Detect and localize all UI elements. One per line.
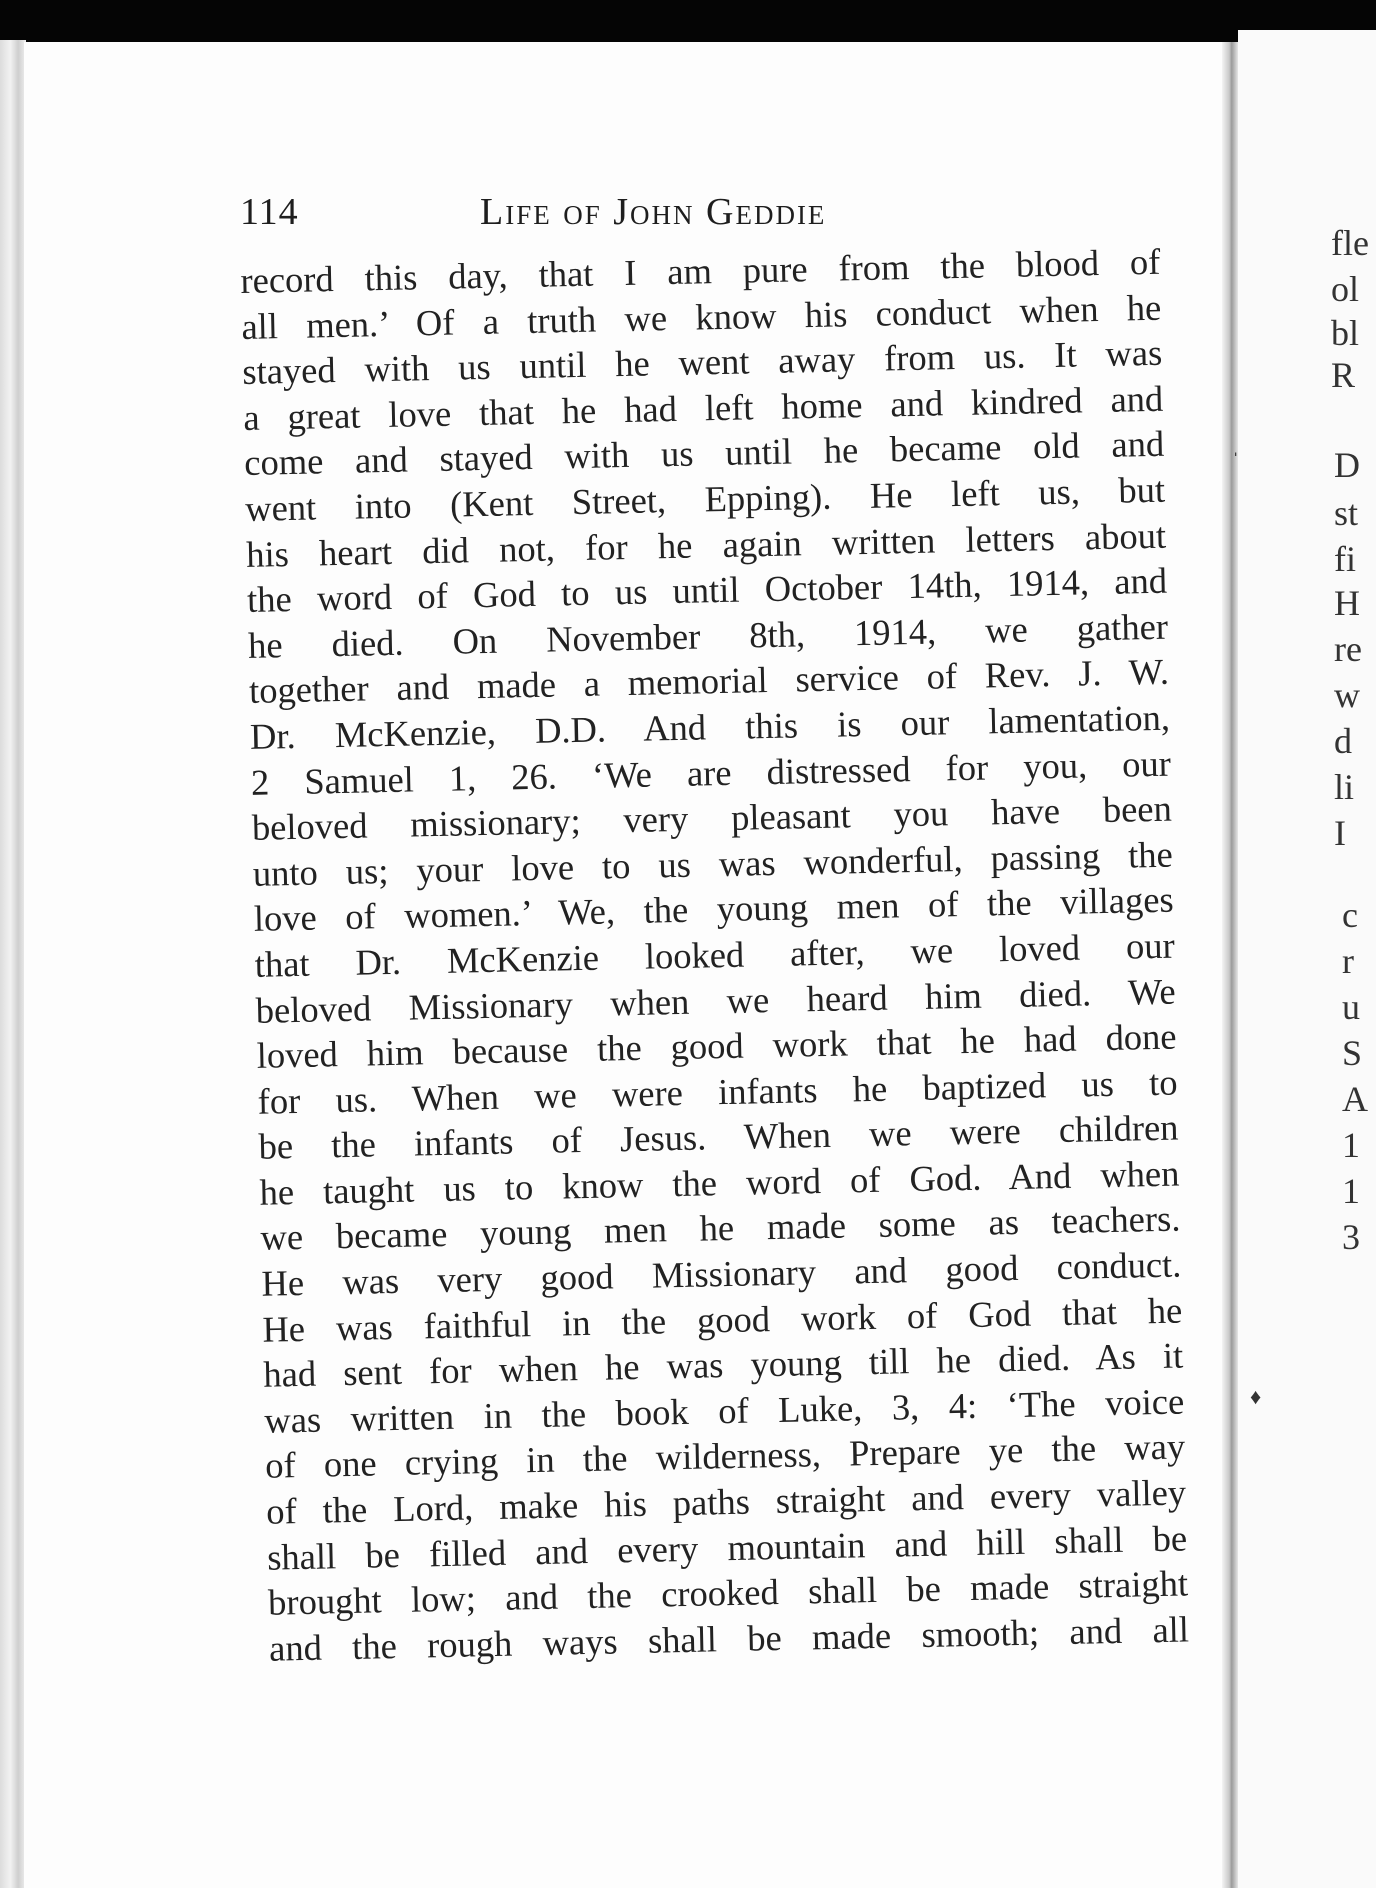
facing-page-fragment: st (1334, 493, 1359, 533)
facing-page-fragment: c (1342, 895, 1358, 935)
facing-page-fragment: R (1331, 355, 1356, 395)
text-line: he died. On November 8th, 1914, we gather (247, 605, 1169, 666)
facing-page (1238, 30, 1376, 1888)
text-line: come and stayed with us until he became old and (243, 423, 1165, 484)
facing-page-fragment: 1 (1342, 1171, 1360, 1211)
text-line: was written in the book of Luke, 3, 4: ‘The voice (263, 1380, 1185, 1441)
facing-page-fragment: A (1342, 1079, 1368, 1119)
page-number: 114 (240, 191, 299, 233)
text-line: we became young men he made some as teachers. (260, 1197, 1181, 1259)
facing-page-fragment: bl (1331, 313, 1360, 353)
page-header (240, 190, 960, 234)
facing-page-fragment: d (1334, 721, 1352, 761)
text-line: he taught us to know the word of God. And when (259, 1152, 1180, 1213)
text-line: the word of God to us until October 14th, 1914, and (246, 559, 1168, 621)
text-line: beloved missionary; very pleasant you have been (251, 787, 1173, 848)
text-line: went into (Kent Street, Epping). He left us, but (244, 468, 1166, 529)
book-gutter (1222, 42, 1238, 1888)
facing-page-fragment: li (1334, 767, 1355, 807)
text-line: that Dr. McKenzie looked after, we loved our (254, 924, 1176, 985)
facing-page-fragment: H (1334, 583, 1360, 623)
text-line: brought low; and the crooked shall be made straight (267, 1562, 1189, 1623)
text-line: 2 Samuel 1, 26. ‘We are distressed for you, our (250, 742, 1172, 803)
text-line: He was faithful in the good work of God that he (262, 1289, 1183, 1350)
text-line: all men.’ Of a truth we know his conduct when he (240, 286, 1162, 347)
facing-page-fragment: 1 (1342, 1125, 1360, 1165)
facing-page-fragment: r (1342, 941, 1354, 981)
text-line: a great love that he had left home and kindred and (242, 377, 1164, 438)
text-line: stayed with us until he went away from us. It was (241, 331, 1163, 393)
text-line: and the rough ways shall be made smooth; and all (268, 1608, 1190, 1669)
text-line: be the infants of Jesus. When we were children (258, 1106, 1179, 1168)
text-line: shall be filled and every mountain and hill shall be (266, 1517, 1188, 1578)
page-stack-edge (0, 40, 26, 1888)
facing-page-fragment: I (1334, 813, 1346, 853)
text-line: beloved Missionary when we heard him died. We (255, 970, 1176, 1031)
facing-page-fragment: re (1334, 629, 1362, 669)
text-line: Dr. McKenzie, D.D. And this is our lamentation, (249, 696, 1171, 757)
facing-page-fragment: D (1334, 445, 1360, 485)
facing-page-fragment: S (1342, 1033, 1363, 1073)
text-line: his heart did not, for he again written letters about (245, 514, 1167, 575)
text-line: of the Lord, make his paths straight and every valley (265, 1471, 1187, 1532)
body-text (240, 239, 1189, 1671)
text-line: of one crying in the wilderness, Prepare ye the way (264, 1425, 1186, 1487)
facing-page-fragment: u (1342, 987, 1360, 1027)
facing-page-fragment: w (1334, 675, 1360, 715)
facing-page-fragment: fi (1334, 539, 1356, 579)
text-line: together and made a memorial service of Rev. J. W. (248, 650, 1170, 712)
text-line: love of women.’ We, the young men of the villages (253, 878, 1175, 940)
text-line: He was very good Missionary and good conduct. (261, 1243, 1182, 1304)
text-line: record this day, that I am pure from the blood of (240, 240, 1161, 301)
text-line: had sent for when he was young till he died. As it (262, 1334, 1184, 1396)
facing-page-fragment: fle (1331, 223, 1369, 263)
running-title: Life of John Geddie (480, 191, 827, 233)
margin-speck: ˈ (1232, 448, 1240, 473)
text-line: for us. When we were infants he baptized us to (257, 1061, 1178, 1122)
text-line: unto us; your love to us was wonderful, passing the (252, 833, 1174, 894)
text-line: loved him because the good work that he had done (256, 1015, 1177, 1076)
facing-page-fragment: ol (1331, 269, 1360, 309)
facing-page-fragment: 3 (1342, 1217, 1360, 1257)
margin-speck: ♦ (1250, 1384, 1262, 1409)
